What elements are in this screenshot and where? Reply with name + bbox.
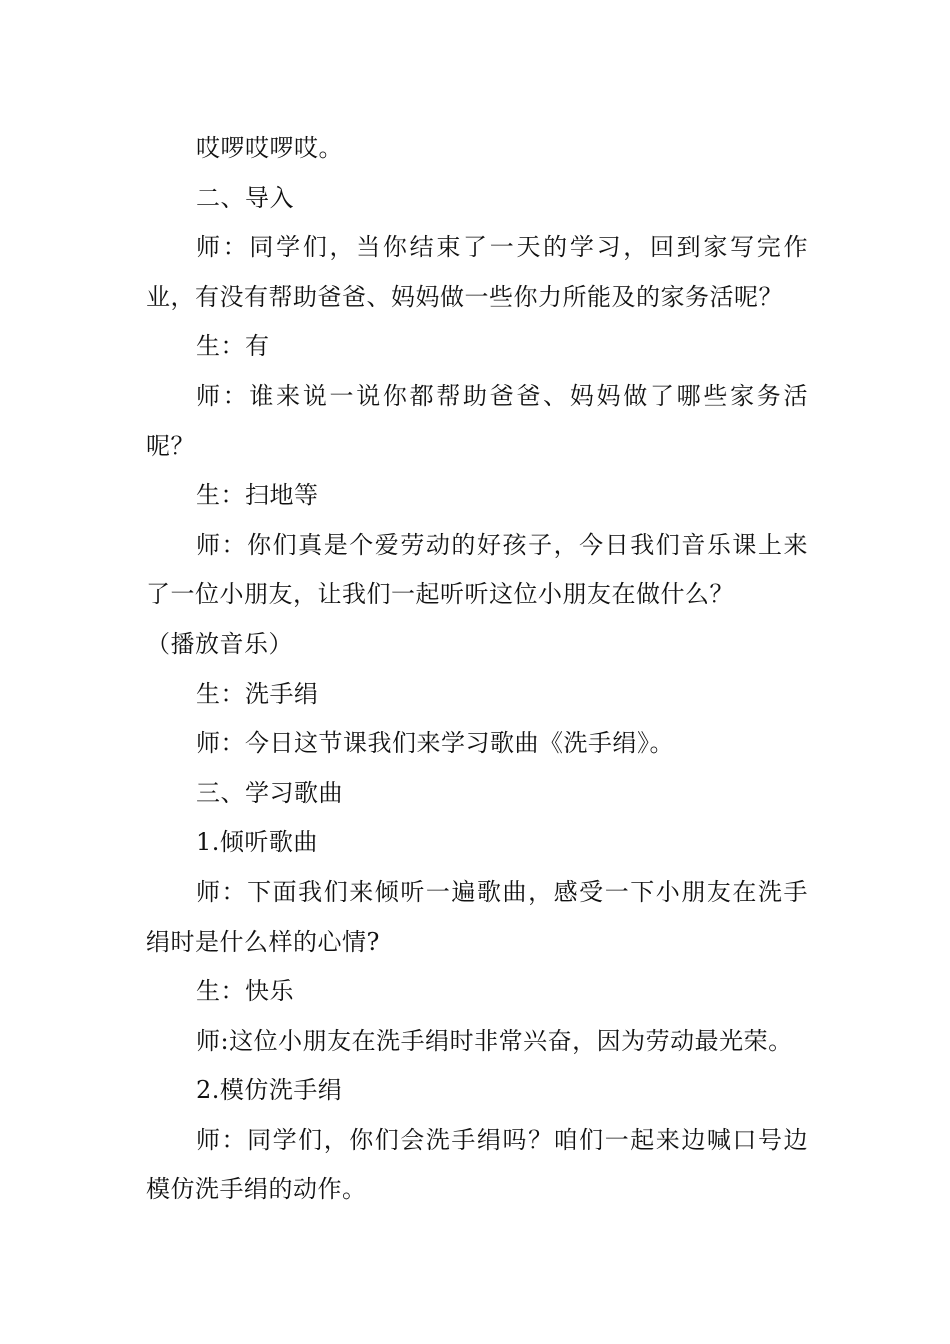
student-line: 生：有 — [196, 332, 270, 361]
subsection-heading-imitate: 2.模仿洗手绢 — [196, 1076, 343, 1105]
teacher-line: 师:这位小朋友在洗手绢时非常兴奋，因为劳动最光荣。 — [196, 1026, 793, 1055]
teacher-line: 师：同学们，你们会洗手绢吗？咱们一起来边喊口号边模仿洗手绢的动作。 — [146, 1125, 808, 1204]
teacher-line: 师：你们真是个爱劳动的好孩子，今日我们音乐课上来了一位小朋友，让我们一起听听这位小朋友在做什么？ — [146, 530, 808, 609]
student-line: 生：快乐 — [196, 977, 294, 1006]
document-body — [146, 124, 808, 1215]
section-heading-learn-song: 三、学习歌曲 — [196, 778, 343, 807]
subsection-heading-listen: 1.倾听歌曲 — [196, 828, 318, 857]
teacher-line: 师：同学们，当你结束了一天的学习，回到家写完作业，有没有帮助爸爸、妈妈做一些你力所能及的家务活呢？ — [146, 233, 808, 311]
teacher-line: 师：下面我们来倾听一遍歌曲，感受一下小朋友在洗手绢时是什么样的心情? — [146, 877, 808, 956]
teacher-line: 师：谁来说一说你都帮助爸爸、妈妈做了哪些家务活呢？ — [146, 381, 808, 460]
teacher-line: 师：今日这节课我们来学习歌曲《洗手绢》。 — [196, 729, 674, 758]
stage-direction: （播放音乐） — [146, 629, 293, 658]
section-heading-intro: 二、导入 — [196, 183, 294, 212]
student-line: 生：洗手绢 — [196, 679, 319, 708]
lyric-line: 哎啰哎啰哎。 — [196, 134, 343, 162]
student-line: 生：扫地等 — [196, 481, 319, 510]
